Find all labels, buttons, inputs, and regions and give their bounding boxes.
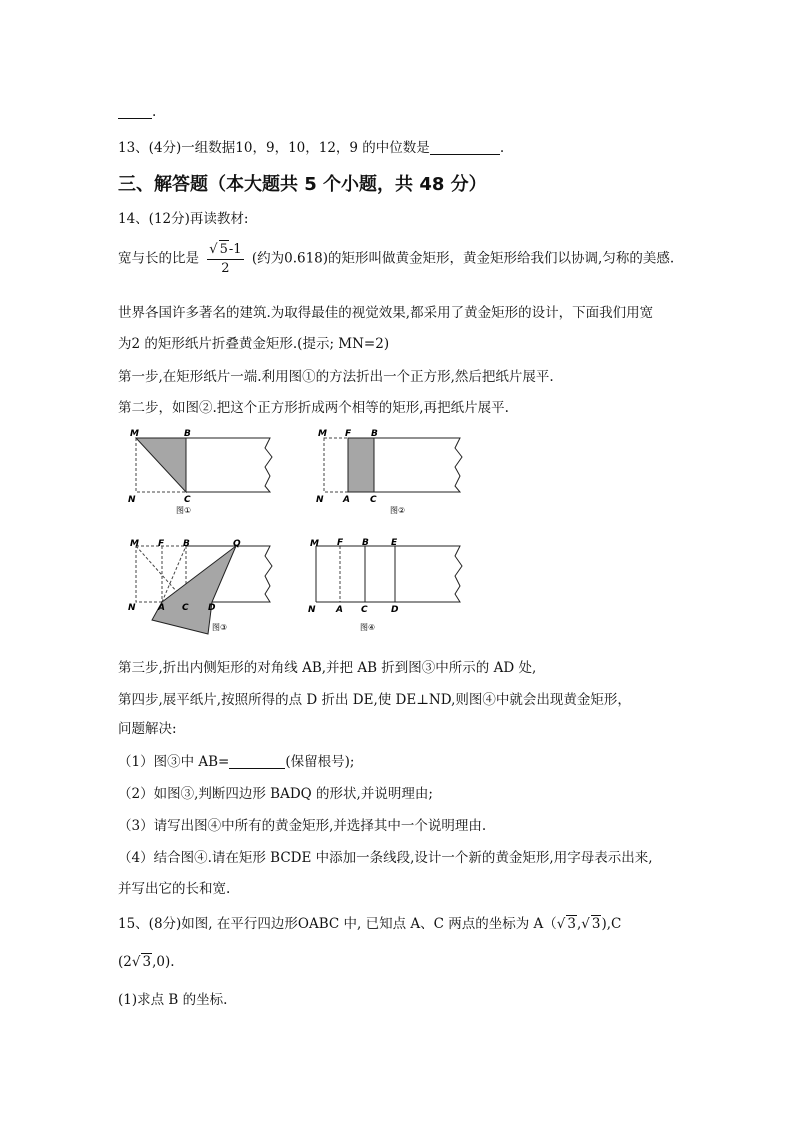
question-14-part3: （3）请写出图④中所有的黄金矩形,并选择其中一个说明理由. xyxy=(118,818,487,834)
question-15-line1: 15、(8分)如图, 在平行四边形OABC 中, 已知点 A、C 两点的坐标为 A（√ 3,√ 3),C xyxy=(118,916,622,932)
question-14-part4-line1: （4）结合图④.请在矩形 BCDE 中添加一条线段,设计一个新的黄金矩形,用字母表示出来, xyxy=(118,850,653,866)
figure-1 xyxy=(120,424,280,516)
golden-ratio-fraction: $\frac{√ 5-1}{2}$ xyxy=(209,242,242,276)
question-14-definition: 宽与长的比是 $\frac{√ 5-1}{2}$ (约为0.618)的矩形叫做黄金矩形，黄金矩形给我们以协调,匀称的美感. xyxy=(118,242,675,276)
q12-answer-blank xyxy=(118,104,152,119)
svg-text:E: E xyxy=(391,538,398,548)
question-14-line2: 世界各国许多著名的建筑.为取得最佳的视觉效果,都采用了黄金矩形的设计，下面我们用宽 xyxy=(118,305,654,321)
question-14-line3: 为2 的矩形纸片折叠黄金矩形.(提示; MN=2) xyxy=(118,336,390,352)
question-14-part4-line2: 并写出它的长和宽. xyxy=(118,881,231,897)
svg-text:F: F xyxy=(337,538,344,548)
svg-text:N: N xyxy=(308,605,316,615)
q13-answer-blank xyxy=(430,140,500,155)
fig2-shaded-rectangle xyxy=(348,438,374,492)
svg-text:M: M xyxy=(318,429,327,439)
question-15-line2: (2√ 3,0). xyxy=(118,954,175,970)
figure-4 xyxy=(302,536,472,636)
svg-text:C: C xyxy=(361,605,368,615)
q14-part1-answer-blank xyxy=(229,754,285,769)
question-14-part1: （1）图③中 AB= (保留根号); xyxy=(118,754,355,770)
svg-text:C: C xyxy=(370,495,377,505)
figure-2 xyxy=(310,424,470,516)
svg-text:B: B xyxy=(371,429,378,439)
question-15-part1: (1)求点 B 的坐标. xyxy=(118,992,228,1008)
svg-text:N: N xyxy=(128,603,136,613)
svg-text:N: N xyxy=(128,495,136,505)
q12-answer-tail: . xyxy=(118,104,156,120)
svg-text:A: A xyxy=(336,605,343,615)
fig3-folded-triangle xyxy=(152,546,236,634)
question-14-step1: 第一步,在矩形纸片一端.利用图①的方法折出一个正方形,然后把纸片展平. xyxy=(118,369,554,385)
svg-text:B: B xyxy=(362,538,369,548)
svg-text:D: D xyxy=(391,605,399,615)
question-14-step4: 第四步,展平纸片,按照所得的点 D 折出 DE,使 DE⊥ND,则图④中就会出现黄金矩形， xyxy=(118,692,631,708)
question-14-problem-heading: 问题解决: xyxy=(118,721,177,737)
question-14-header: 14、(12分)再读教材: xyxy=(118,211,249,227)
svg-text:C: C xyxy=(182,603,189,613)
svg-text:M: M xyxy=(310,539,319,549)
svg-text:D: D xyxy=(208,603,216,613)
svg-text:M: M xyxy=(130,539,139,549)
svg-text:B: B xyxy=(183,539,190,549)
fig1-shaded-triangle xyxy=(136,438,186,492)
svg-text:N: N xyxy=(316,495,324,505)
svg-text:M: M xyxy=(130,429,139,439)
svg-text:图①: 图① xyxy=(176,506,192,515)
question-14-step2: 第二步，如图②.把这个正方形折成两个相等的矩形,再把纸片展平. xyxy=(118,400,509,416)
svg-text:A: A xyxy=(343,495,350,505)
section-3-heading: 三、解答题（本大题共 5 个小题，共 48 分） xyxy=(118,174,487,195)
question-14-part2: （2）如图③,判断四边形 BADQ 的形状,并说明理由; xyxy=(118,786,433,802)
svg-text:Q: Q xyxy=(233,539,241,549)
svg-text:图②: 图② xyxy=(390,506,406,515)
svg-text:F: F xyxy=(345,429,352,439)
svg-text:F: F xyxy=(158,539,165,549)
svg-text:C: C xyxy=(184,495,191,505)
svg-text:图④: 图④ xyxy=(360,623,376,632)
svg-text:图③: 图③ xyxy=(212,623,228,632)
svg-text:A: A xyxy=(158,603,165,613)
svg-text:B: B xyxy=(184,429,191,439)
question-14-step3: 第三步,折出内侧矩形的对角线 AB,并把 AB 折到图③中所示的 AD 处, xyxy=(118,660,537,676)
figure-3 xyxy=(120,536,280,636)
question-13: 13、(4分)一组数据10，9，10，12，9 的中位数是 . xyxy=(118,140,505,156)
